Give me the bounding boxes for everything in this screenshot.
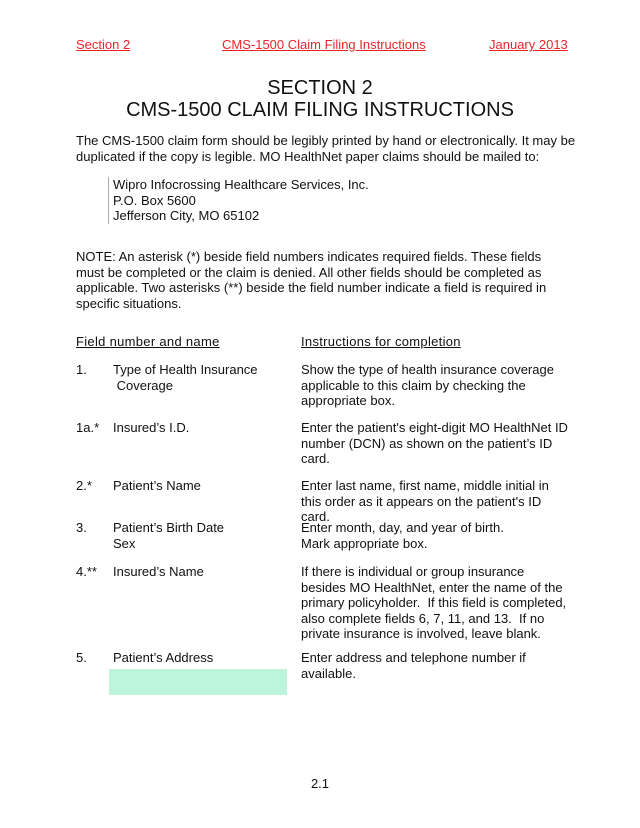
field-number: 2.*	[76, 478, 92, 493]
field-name: Insured’s I.D.	[113, 420, 190, 435]
field-name: Type of Health Insurance Coverage	[113, 362, 258, 393]
header-title[interactable]: CMS-1500 Claim Filing Instructions	[222, 37, 426, 52]
field-number: 3.	[76, 520, 87, 535]
field-name: Patient’s Name	[113, 478, 201, 493]
highlight-box	[109, 669, 287, 695]
field-instructions: If there is individual or group insurance besides MO HealthNet, enter the name of the primary policyholder. If this field is completed, also complete fields 6, 7, 11, and 13. If no private insurance is involved, leave blank.	[301, 564, 570, 641]
field-number: 1.	[76, 362, 87, 377]
field-name: Insured’s Name	[113, 564, 204, 579]
field-number: 4.**	[76, 564, 97, 579]
mailing-address	[108, 177, 369, 224]
intro-paragraph: The CMS-1500 claim form should be legibly printed by hand or electronically. It may be duplicated if the copy is legible. MO HealthNet paper claims should be mailed to:	[76, 133, 576, 164]
column-header-field: Field number and name	[76, 334, 220, 349]
field-number: 5.	[76, 650, 87, 665]
note-paragraph: NOTE: An asterisk (*) beside field numbers indicates required fields. These fields must be completed or the claim is denied. All other fields should be completed as applicable. Two asterisks (**) beside the field number indicate a field is required in specific situations.	[76, 249, 547, 311]
field-number: 1a.*	[76, 420, 100, 435]
field-name: Patient’s Address	[113, 650, 214, 665]
page-number: 2.1	[310, 776, 330, 791]
header-section[interactable]: Section 2	[76, 37, 131, 52]
column-header-instructions: Instructions for completion	[301, 334, 461, 349]
address-line: Jefferson City, MO 65102	[113, 208, 260, 223]
section-subtitle: CMS-1500 CLAIM FILING INSTRUCTIONS	[126, 99, 514, 121]
field-instructions: Enter address and telephone number if available.	[301, 650, 530, 681]
address-line: Wipro Infocrossing Healthcare Services, Inc.	[113, 177, 369, 192]
address-line: P.O. Box 5600	[113, 192, 196, 208]
header-date[interactable]: January 2013	[489, 37, 568, 52]
section-title: SECTION 2	[267, 77, 373, 99]
field-instructions: Enter month, day, and year of birth. Mark appropriate box.	[301, 520, 504, 551]
field-name: Patient’s Birth Date Sex	[113, 520, 225, 551]
field-instructions: Enter last name, first name, middle initial in this order as it appears on the patient's ID card.	[301, 478, 553, 524]
field-instructions: Enter the patient's eight-digit MO HealthNet ID number (DCN) as shown on the patient’s ID card.	[301, 420, 572, 466]
field-instructions: Show the type of health insurance coverage applicable to this claim by checking the appropriate box.	[301, 362, 558, 408]
